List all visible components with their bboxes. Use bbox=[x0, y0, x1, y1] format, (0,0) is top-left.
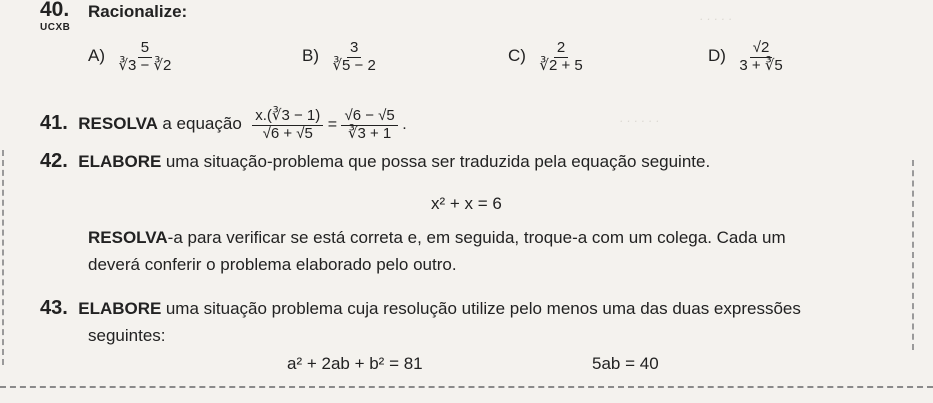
fraction-numerator: x.(∛3 − 1) bbox=[252, 108, 323, 126]
fraction-numerator: 5 bbox=[138, 40, 152, 58]
option-c bbox=[508, 40, 586, 74]
fraction-denominator: √6 + √5 bbox=[262, 124, 313, 142]
paragraph-line-2: deverá conferir o problema elaborado pelo outro. bbox=[88, 255, 457, 274]
right-margin-dash bbox=[912, 160, 914, 350]
option-fraction bbox=[115, 40, 174, 74]
period: . bbox=[402, 116, 407, 134]
expression-2: 5ab = 40 bbox=[592, 354, 659, 373]
instruction-verb: RESOLVA bbox=[78, 114, 158, 134]
fraction-denominator: ∛3 + 1 bbox=[347, 124, 392, 142]
option-fraction bbox=[536, 40, 585, 74]
fraction-denominator: ∛2 + 5 bbox=[539, 56, 583, 74]
question-43 bbox=[40, 297, 801, 320]
equation-text: x² + x = 6 bbox=[431, 194, 502, 213]
option-fraction bbox=[736, 40, 785, 74]
instruction-text: a equação bbox=[162, 114, 242, 134]
fraction-denominator: ∛3 − ∛2 bbox=[118, 56, 172, 74]
question-tag: UCXB bbox=[40, 22, 71, 33]
left-margin-dash bbox=[2, 150, 4, 365]
option-letter: C) bbox=[508, 46, 526, 66]
fraction-denominator: 3 + ∛5 bbox=[739, 56, 783, 74]
question-number: 43. bbox=[40, 297, 68, 319]
paragraph-line-1 bbox=[88, 228, 786, 248]
option-letter: D) bbox=[708, 46, 726, 66]
bottom-dash-line bbox=[0, 386, 933, 388]
instruction-verb: ELABORE bbox=[78, 152, 162, 171]
question-title: Racionalize: bbox=[88, 2, 188, 21]
question-number: 42. bbox=[40, 150, 68, 172]
fraction-denominator: ∛5 − 2 bbox=[332, 56, 376, 74]
bleed-through-text: . . . . . . bbox=[620, 110, 660, 125]
instruction-verb: RESOLVA bbox=[88, 228, 168, 247]
fraction-numerator: 3 bbox=[347, 40, 361, 58]
question-number: 41. bbox=[40, 112, 68, 135]
fraction-numerator: √2 bbox=[750, 40, 773, 58]
question-42 bbox=[40, 150, 710, 173]
equation-rhs-fraction bbox=[341, 108, 397, 142]
bleed-through-text: . . . . . bbox=[700, 8, 733, 23]
instruction-verb: ELABORE bbox=[78, 299, 162, 318]
paragraph-text: -a para verificar se está correta e, em seguida, troque-a com um colega. Cada um bbox=[167, 228, 786, 247]
option-b bbox=[302, 40, 379, 74]
equation bbox=[431, 194, 502, 214]
fraction-numerator: √6 − √5 bbox=[341, 108, 397, 126]
question-number: 40. bbox=[40, 0, 70, 21]
instruction-text-cont: seguintes: bbox=[88, 326, 166, 345]
expression-1: a² + 2ab + b² = 81 bbox=[287, 354, 423, 373]
option-fraction bbox=[329, 40, 378, 74]
equation-lhs-fraction bbox=[252, 108, 323, 142]
instruction-text: uma situação-problema que possa ser traduzida pela equação seguinte. bbox=[165, 152, 711, 171]
option-d bbox=[708, 40, 786, 74]
fraction-numerator: 2 bbox=[554, 40, 568, 58]
option-a bbox=[88, 40, 174, 74]
question-41 bbox=[40, 108, 407, 142]
instruction-text: uma situação problema cuja resolução utilize pelo menos uma das duas expressões bbox=[165, 299, 801, 318]
option-letter: B) bbox=[302, 46, 319, 66]
equals-sign: = bbox=[327, 116, 338, 134]
option-letter: A) bbox=[88, 46, 105, 66]
